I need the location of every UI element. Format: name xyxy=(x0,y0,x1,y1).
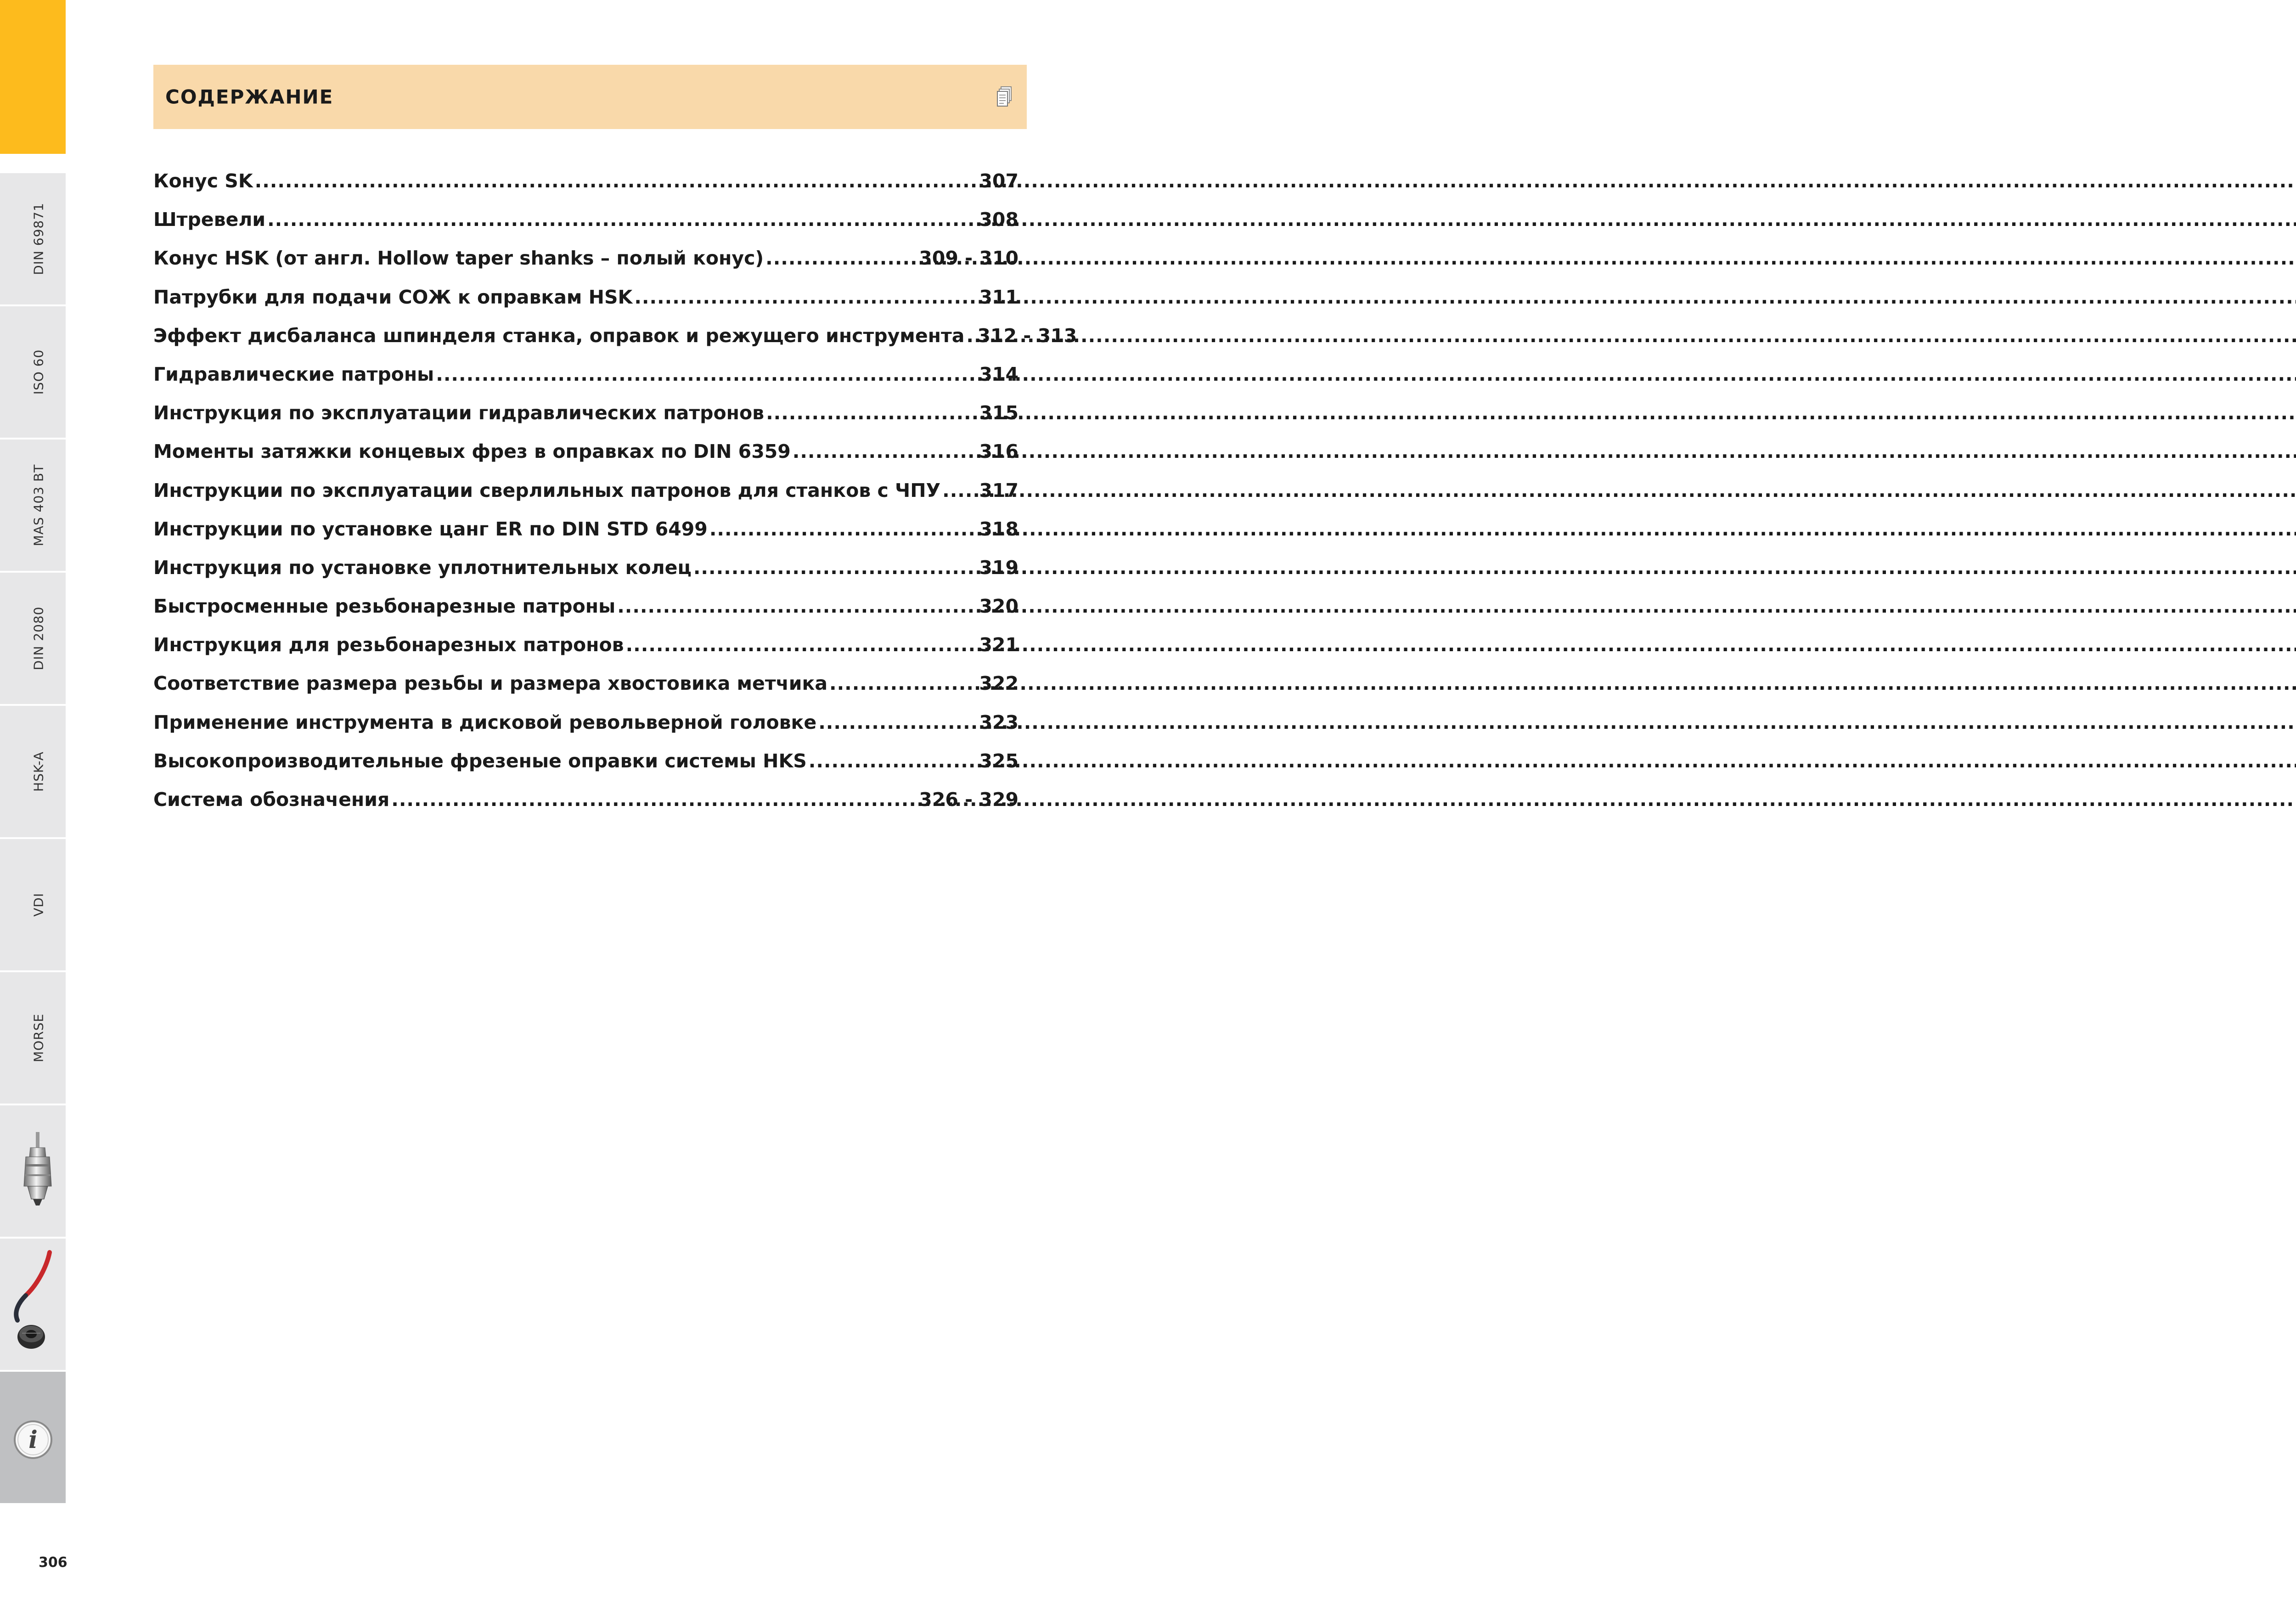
toc-entry[interactable] xyxy=(153,355,1019,394)
toc-leader-dots xyxy=(766,394,977,432)
page-title: СОДЕРЖАНИЕ xyxy=(165,85,334,108)
sidebar-tab-label: MORSE xyxy=(31,1013,46,1063)
toc-entry-title: Быстросменные резьбонарезные патроны xyxy=(153,595,616,618)
toc-entry-title: Патрубки для подачи СОЖ к оправкам HSK xyxy=(153,286,633,308)
toc-entry-page: 309 - 310 xyxy=(919,247,1019,270)
sidebar-active-tab[interactable] xyxy=(0,0,66,154)
drill-chuck-icon xyxy=(0,1105,66,1239)
toc-entry-title: Инструкция по эксплуатации гидравлических патронов xyxy=(153,402,765,424)
toc-entry-page: 322 xyxy=(979,672,1019,695)
toc-entry-title: Моменты затяжки концевых фрез в оправках по DIN 6359 xyxy=(153,440,791,463)
toc-leader-dots xyxy=(966,316,975,355)
toc-entry[interactable] xyxy=(153,587,1019,625)
toc-entry-title: Система обозначения xyxy=(153,789,390,811)
sidebar-tab-din-2080[interactable] xyxy=(0,572,66,705)
toc-entry-page: 314 xyxy=(979,363,1019,385)
toc-entry-page: 325 xyxy=(979,749,1019,772)
collet-wrench-icon xyxy=(0,1239,66,1372)
sidebar-tab-mas-403-bt[interactable] xyxy=(0,439,66,572)
info-icon xyxy=(0,1372,66,1505)
toc-leader-dots xyxy=(391,780,917,819)
toc-entry[interactable] xyxy=(153,471,1019,510)
toc-entry-page: 326 - 329 xyxy=(919,789,1019,811)
toc-entry[interactable] xyxy=(153,162,1019,200)
toc-leader-dots xyxy=(255,162,978,200)
toc-entry[interactable] xyxy=(153,432,1019,471)
toc-leader-dots xyxy=(709,510,978,548)
toc-entry-page: 315 xyxy=(979,402,1019,424)
toc-entry-page: 307 xyxy=(979,170,1019,192)
toc-entry-page: 318 xyxy=(979,518,1019,540)
toc-leader-dots xyxy=(809,742,978,780)
toc-entry-page: 308 xyxy=(979,208,1019,231)
toc-entry[interactable] xyxy=(153,394,1019,432)
toc-entry-page: 323 xyxy=(979,711,1019,733)
toc-entry[interactable] xyxy=(153,664,1019,703)
toc-leader-dots xyxy=(765,239,917,277)
sidebar-tab-vdi[interactable] xyxy=(0,838,66,971)
toc-leader-dots xyxy=(793,432,978,471)
toc-entry-title: Инструкции по эксплуатации сверлильных патронов для станков с ЧПУ xyxy=(153,479,941,501)
toc-entry-title: Инструкция для резьбонарезных патронов xyxy=(153,634,624,656)
toc-entry-page: 312 - 313 xyxy=(977,324,1077,347)
toc-entry-page: 317 xyxy=(979,479,1019,501)
sidebar-tab-info[interactable] xyxy=(0,1371,66,1504)
svg-text:i: i xyxy=(28,1426,38,1454)
toc-entry[interactable] xyxy=(153,625,1019,664)
table-of-contents xyxy=(153,162,1077,819)
toc-entry[interactable] xyxy=(153,780,1019,819)
sidebar-tab-label: DIN 69871 xyxy=(31,203,46,275)
sidebar-tab-label: DIN 2080 xyxy=(31,606,46,670)
sidebar-tab-hsk-a[interactable] xyxy=(0,705,66,838)
sidebar-tab-din-69871[interactable] xyxy=(0,172,66,305)
toc-entry[interactable] xyxy=(153,200,1019,239)
toc-entry-title: Эффект дисбаланса шпинделя станка, оправок и режущего инструмента xyxy=(153,324,965,347)
toc-entry-page: 320 xyxy=(979,595,1019,618)
sidebar xyxy=(0,0,66,1529)
sidebar-tab-drill-chuck[interactable] xyxy=(0,1104,66,1238)
toc-leader-dots xyxy=(634,278,977,316)
toc-leader-dots xyxy=(693,548,978,587)
toc-entry[interactable] xyxy=(153,278,1019,316)
toc-entry-page: 316 xyxy=(979,440,1019,463)
sidebar-tab-label: ISO 60 xyxy=(31,349,46,395)
toc-leader-dots xyxy=(436,355,977,394)
page-number: 306 xyxy=(39,1555,68,1571)
toc-leader-dots xyxy=(829,664,977,703)
toc-entry-page: 311 xyxy=(979,286,1019,308)
sidebar-tab-label: HSK-A xyxy=(31,751,46,792)
toc-entry-title: Конус SK xyxy=(153,170,253,192)
toc-entry[interactable] xyxy=(153,316,1077,355)
toc-entry[interactable] xyxy=(153,703,1019,742)
toc-leader-dots xyxy=(267,200,977,239)
toc-leader-dots xyxy=(626,625,978,664)
toc-entry-title: Штревели xyxy=(153,208,266,231)
toc-entry-page: 321 xyxy=(979,634,1019,656)
toc-entry[interactable] xyxy=(153,239,1019,277)
sidebar-tab-morse[interactable] xyxy=(0,971,66,1104)
section-header xyxy=(153,65,1027,129)
toc-leader-dots xyxy=(818,703,977,742)
sidebar-tab-label: MAS 403 BT xyxy=(31,464,46,546)
toc-entry[interactable] xyxy=(153,548,1019,587)
document-icon xyxy=(996,86,1013,107)
toc-entry[interactable] xyxy=(153,510,1019,548)
toc-entry-title: Инструкция по установке уплотнительных колец xyxy=(153,556,692,579)
sidebar-tab-collet-wrench[interactable] xyxy=(0,1238,66,1371)
toc-entry-title: Соответствие размера резьбы и размера хвостовика метчика xyxy=(153,672,827,695)
toc-leader-dots xyxy=(617,587,977,625)
toc-entry-title: Конус HSK (от англ. Hollow taper shanks – полый конус) xyxy=(153,247,764,270)
toc-entry-title: Высокопроизводительные фрезеные оправки системы HKS xyxy=(153,749,807,772)
toc-entry[interactable] xyxy=(153,742,1019,780)
sidebar-tab-iso-60[interactable] xyxy=(0,305,66,439)
toc-entry-page: 319 xyxy=(979,556,1019,579)
toc-leader-dots xyxy=(942,471,977,510)
toc-entry-title: Гидравлические патроны xyxy=(153,363,434,385)
sidebar-tab-label: VDI xyxy=(31,893,46,917)
toc-entry-title: Применение инструмента в дисковой револьверной головке xyxy=(153,711,817,733)
toc-entry-title: Инструкции по установке цанг ER по DIN STD 6499 xyxy=(153,518,708,540)
